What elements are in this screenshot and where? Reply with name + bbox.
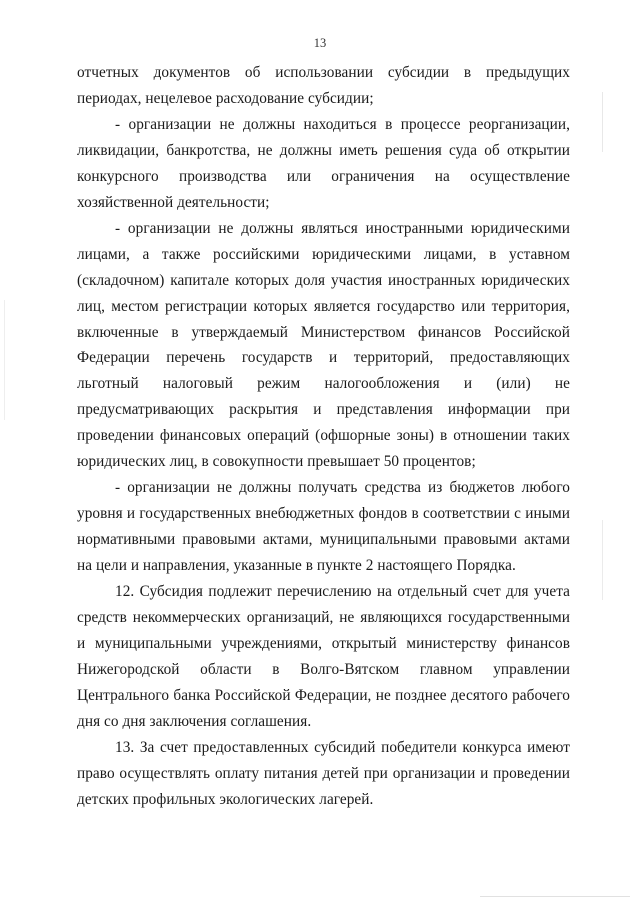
document-body	[77, 60, 570, 813]
page-number: 13	[313, 36, 327, 50]
scan-artifact	[602, 520, 603, 600]
paragraph-continuation: отчетных документов об использовании субсидии в предыдущих периодах, нецелевое расходование субсидии;	[77, 64, 570, 107]
scan-artifact	[4, 300, 5, 420]
scan-artifact	[602, 92, 603, 152]
scan-artifact	[480, 896, 630, 897]
paragraph-clause-12: 12. Субсидия подлежит перечислению на отдельный счет для учета средств некоммерческих организаций, не являющихся государственными и муниципальными учреждениями, открытый министерству финансов Нижегородской области в Волго-Вятском главном управлении Центрального банка Российской Федерации, не позднее десятого рабочего дня со дня заключения соглашения.	[77, 583, 570, 730]
paragraph-clause-13: 13. За счет предоставленных субсидий победители конкурса имеют право осуществлять оплату питания детей при организации и проведении детских профильных экологических лагерей.	[77, 738, 570, 808]
paragraph-budget-funds-condition: - организации не должны получать средства из бюджетов любого уровня и государственных внебюджетных фондов в соответствии с иными нормативными правовыми актами, муниципальными правовыми актами на цели и направления, указанные в пункте 2 настоящего Порядка.	[77, 479, 570, 575]
paragraph-reorganization-condition: - организации не должны находиться в процессе реорганизации, ликвидации, банкротства, не должны иметь решения суда об открытии конкурсного производства или ограничения на осуществление хозяйственной деятельности;	[77, 115, 570, 211]
paragraph-foreign-entities-condition: - организации не должны являться иностранными юридическими лицами, а также российскими юридическими лицами, в уставном (складочном) капитале которых доля участия иностранных юридических лиц, местом регистрации которых является государство или территория, включенные в утверждаемый Министерством финансов Российской Федерации перечень государств и территорий, предоставляющих льготный налоговый режим налогообложения и (или) не предусматривающих раскрытия и представления информации при проведении финансовых операций (офшорные зоны) в отношении таких юридических лиц, в совокупности превышает 50 процентов;	[77, 219, 570, 471]
